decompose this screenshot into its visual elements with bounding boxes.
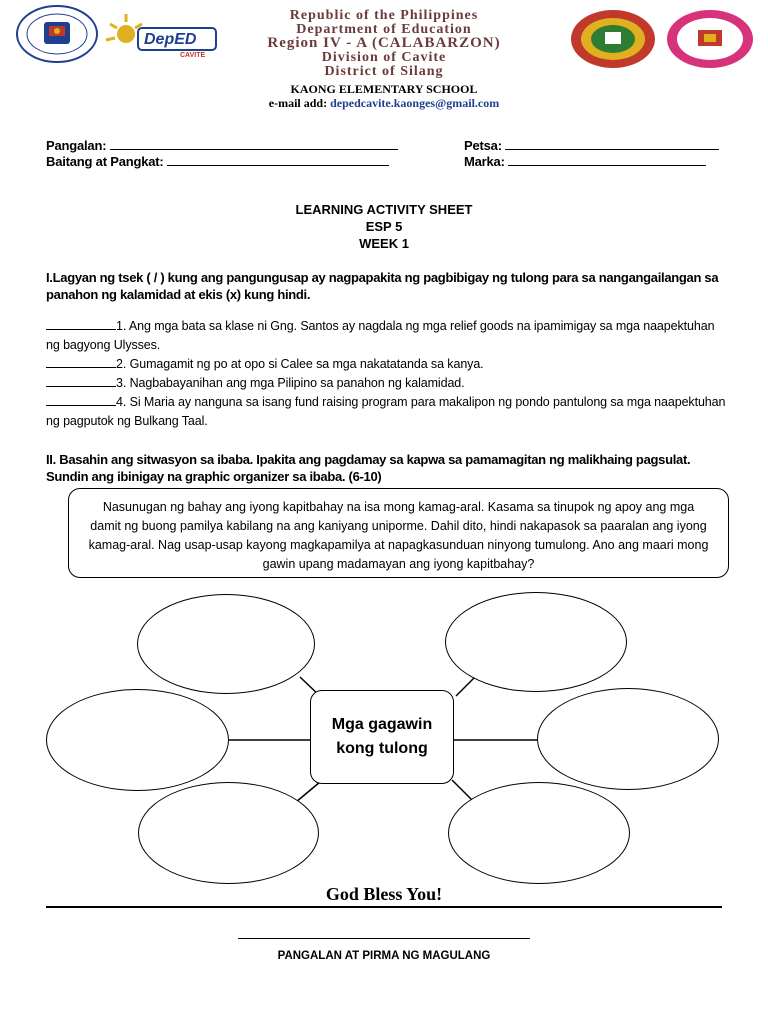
school-name: KAONG ELEMENTARY SCHOOL (290, 82, 478, 96)
organizer-center-line2: kong tulong (336, 740, 428, 757)
scenario-box: Nasunugan ng bahay ang iyong kapitbahay na isa mong kamag-aral. Kasama sa tinupok ng apoy ang mga damit ng buong pamilya kabilang na ang kaniyang uniporme. Dahil dito, hindi nakapasok sa paaralan ang iyong kamag-aral. Nag usap-usap kayong magkapamilya at napagkasunduan ninyong tumulong. Ano ang maari mong gawin upang madamayan ang iyong kapitbahay? (68, 488, 729, 578)
item-2-text: 2. Gumagamit ng po at opo si Calee sa mga nakatatanda sa kanya. (116, 357, 484, 371)
sheet-title: LEARNING ACTIVITY SHEET (295, 202, 473, 217)
date-label: Petsa: (464, 138, 502, 153)
grade-label: Baitang at Pangkat: (46, 154, 164, 169)
blessing-text: God Bless You! (325, 884, 443, 904)
organizer-center-box (310, 690, 454, 784)
answer-bubble-left[interactable] (46, 689, 229, 791)
organizer-center-line1: Mga gagawin (331, 716, 433, 733)
answer-bubble-right[interactable] (537, 688, 719, 790)
deped-cavite-text: DepED (144, 31, 197, 48)
header-division: Division of Cavite (321, 50, 447, 65)
header-district: District of Silang (324, 64, 444, 79)
signature-line[interactable] (238, 938, 530, 939)
connector-bottom-left (296, 782, 320, 802)
header-republic: Republic of the Philippines (289, 8, 479, 23)
email-address: depedcavite.kaonges@gmail.com (330, 96, 500, 110)
answer-bubble-top-right[interactable] (445, 592, 627, 692)
week-title: WEEK 1 (359, 236, 409, 251)
header-region: Region IV - A (CALABARZON) (267, 35, 501, 51)
item-4-text: 4. Si Maria ay nanguna sa isang fund raising program para makalipon ng pondo pantulong sa mga naapektuhan ng pagputok ng Bulkang Taal. (46, 395, 726, 428)
part2-instruction: II. Basahin ang sitwasyon sa ibaba. Ipakita ang pagdamay sa kapwa sa pamamagitan ng malikhaing pagsulat. Sundin ang ibinigay na graphic organizer sa ibaba. (6-10) (46, 452, 691, 484)
footer-divider (46, 906, 722, 908)
subject-title: ESP 5 (365, 219, 403, 234)
answer-bubble-top-left[interactable] (137, 594, 315, 694)
email-label: e-mail add: (268, 96, 328, 110)
header-department: Department of Education (296, 22, 472, 37)
part1-instruction: I.Lagyan ng tsek ( / ) kung ang pangungusap ay nagpapakita ng pagbibigay ng tulong para sa nangangailangan sa panahon ng kalamidad at ekis (x) kung hindi. (46, 270, 719, 302)
score-label: Marka: (464, 154, 505, 169)
connector-top-right (456, 676, 476, 696)
item-3-text: 3. Nagbabayanihan ang mga Pilipino sa panahon ng kalamidad. (116, 376, 465, 390)
signature-label: PANGALAN AT PIRMA NG MAGULANG (277, 950, 491, 962)
name-label: Pangalan: (46, 138, 107, 153)
answer-bubble-bottom-left[interactable] (138, 782, 319, 884)
item-1-text: 1. Ang mga bata sa klase ni Gng. Santos ay nagdala ng mga relief goods na ipamimigay sa mga naapektuhan ng bagyong Ulysses. (46, 319, 715, 352)
answer-bubble-bottom-right[interactable] (448, 782, 630, 884)
deped-cavite-sub: CAVITE (180, 52, 206, 59)
